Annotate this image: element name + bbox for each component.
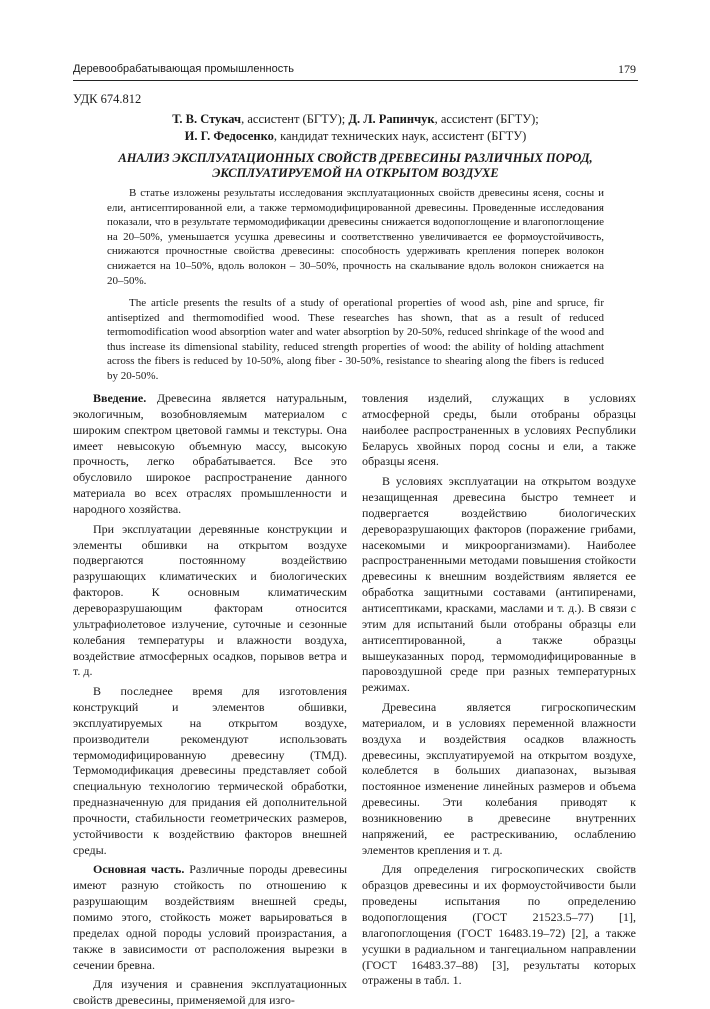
section-heading-introduction: Введение.: [93, 391, 147, 405]
running-header: [73, 60, 638, 78]
title-line-1: АНАЛИЗ ЭКСПЛУАТАЦИОННЫХ СВОЙСТВ ДРЕВЕСИНЫ РАЗЛИЧНЫХ ПОРОД,: [118, 151, 593, 165]
paragraph: Древесина является гигроскопическим материалом, и в условиях переменной влажности воздуха и воздействия осадков влажность древесины, эксплуатируемой на открытом воздухе, колеблется в больших диапазонах, вызывая постоянное изменение линейных размеров и объема древесины. Эти колебания приводят к возникновению в древесине внутренних напряжений, ее растрескиванию, ослаблению элементов крепления и т. д.: [362, 700, 636, 857]
header-rule: [73, 80, 638, 81]
author-line-2: [73, 128, 638, 145]
paragraph-continued: [362, 391, 636, 470]
paragraph: При эксплуатации деревянные конструкции и элементы обшивки на открытом воздухе подвергаются постоянному воздействию разрушающих климатических и биологических факторов. К основным климатическим дереворазрушающим факторам относится ультрафиолетовое излучение, суточные и сезонные колебания температуры и влажности воздуха, воздействие атмосферных осадков, порывов ветра и т. д.: [73, 521, 347, 679]
paragraph-main-part: [73, 862, 347, 973]
author-name: Т. В. Стукач: [172, 112, 242, 126]
paragraph-text: Различные породы древесины имеют разную стойкость по отношению к разрушающим воздействиям внешней среды, помимо этого, стойкость может варьироваться в пределах одной породы условий произрастания, а также в зависимости от расположения вырезки в сечении бревна.: [73, 862, 347, 972]
author-list: [73, 111, 638, 145]
author-affiliation: , ассистент (БГТУ);: [241, 112, 349, 126]
author-line-1: [73, 111, 638, 128]
paragraph: В условиях эксплуатации на открытом воздухе незащищенная древесина быстро темнеет и подвергается воздействию биологических дереворазрушающих факторов (поражение грибами, насекомыми и микроорганизмами). Наиболее распространенными методами повышения стойкости древесины к внешним воздействиям является ее обработка защитными составами (антипиренами, антисептиками, красками, маслами и т. д.). В связи с этим для испытаний были отобраны образцы ели антисептированной, а также образцы вышеуказанных пород, термомодифицированные в паровоздушной среде при разных температурных режимах.: [362, 474, 636, 695]
title-line-2: ЭКСПЛУАТИРУЕМОЙ НА ОТКРЫТОМ ВОЗДУХЕ: [212, 166, 499, 180]
author-affiliation: , ассистент (БГТУ);: [434, 112, 539, 126]
paragraph: Для определения гигроскопических свойств образцов древесины и их формоустойчивости были проведены испытания по определению водопоглощения (ГОСТ 21523.5–77) [1], влагопоглощения (ГОСТ 16483.19–72) [2], а также усушки в радиальном и тангециальном направлении (ГОСТ 16483.37–88) [3], результаты которых отражены в табл. 1.: [362, 862, 636, 988]
page-number: 179: [618, 62, 636, 76]
body-column-left: [73, 391, 347, 1009]
author-name: Д. Л. Рапинчук: [348, 112, 435, 126]
author-name: И. Г. Федосенко: [184, 129, 274, 143]
paragraph-introduction: [73, 391, 347, 518]
udc-code: УДК 674.812: [73, 92, 142, 106]
body-column-right: [362, 391, 636, 989]
paragraph-text-continued: товления изделий, служащих в условиях атмосферной среды, были отобраны образцы наиболее распространенных в условиях Республики Беларусь хвойных пород сосны и ели, а также образцы ясеня.: [362, 391, 636, 469]
article-title: [73, 151, 638, 181]
section-heading-main-part: Основная часть.: [93, 862, 185, 877]
paragraph-text-start: Для изучения и сравнения эксплуатационных свойств древесины, применяемой для изго-: [73, 977, 347, 1008]
paragraph: В последнее время для изготовления конструкций и элементов обшивки, эксплуатируемых на открытом воздухе, производители рекомендуют использовать термомодифицированную древесину (ТМД). Термомодификация древесины представляет собой специальную технологию термической обработки, предназначенную для придания ей дополнительной прочности, стабильности геометрических размеров, устойчивости к воздействию факторов внешней среды.: [73, 684, 347, 857]
journal-name: Деревообрабатывающая промышленность: [73, 63, 294, 75]
abstract-russian: В статье изложены результаты исследования эксплуатационных свойств древесины ясеня, сосны и ели, антисептированной ели, а также термомодифицированной древесины. Проведенные исследования показали, что в результате термомодификации древесины снижается водопоглощение и влагопоглощение на 20–50%, уменьшается усушка древесины и соответственно увеличивается ее формоустойчивость, снижаются прочностные свойства древесины: способность удерживать крепления поперек волокон снижается на 10–50%, вдоль волокон – 30–50%, прочность на скалывание вдоль волокон снижается на 20–50%.: [107, 187, 604, 287]
paragraph: [73, 977, 347, 1009]
author-affiliation: , кандидат технических наук, ассистент (БГТУ): [273, 129, 527, 143]
paragraph-text: Древесина является натуральным, экологичным, возобновляемым материалом с широким спектром цветовой гаммы и текстуры. Она имеет невысокую объемную массу, высокую прочность, легко обрабатывается. Все это обусловило широкое распространение данного материала во всех отраслях промышленности и народного хозяйства.: [73, 391, 347, 516]
abstract-english: The article presents the results of a study of operational properties of wood ash, pine and spruce, fir antiseptized and thermomodified wood. These researches has shown, that as a result of reduced termomodification wood absorption water and water absorption by 20-50%, reduced shrinkage of the wood and thus increase its dimensional stability, reduced strength properties of wood: the ability of holding attachment across the fibers is reduced by 10-50%, along fiber - 30-50%, resistance to shearing along the fibers is reduced by 20-50%.: [107, 297, 604, 382]
